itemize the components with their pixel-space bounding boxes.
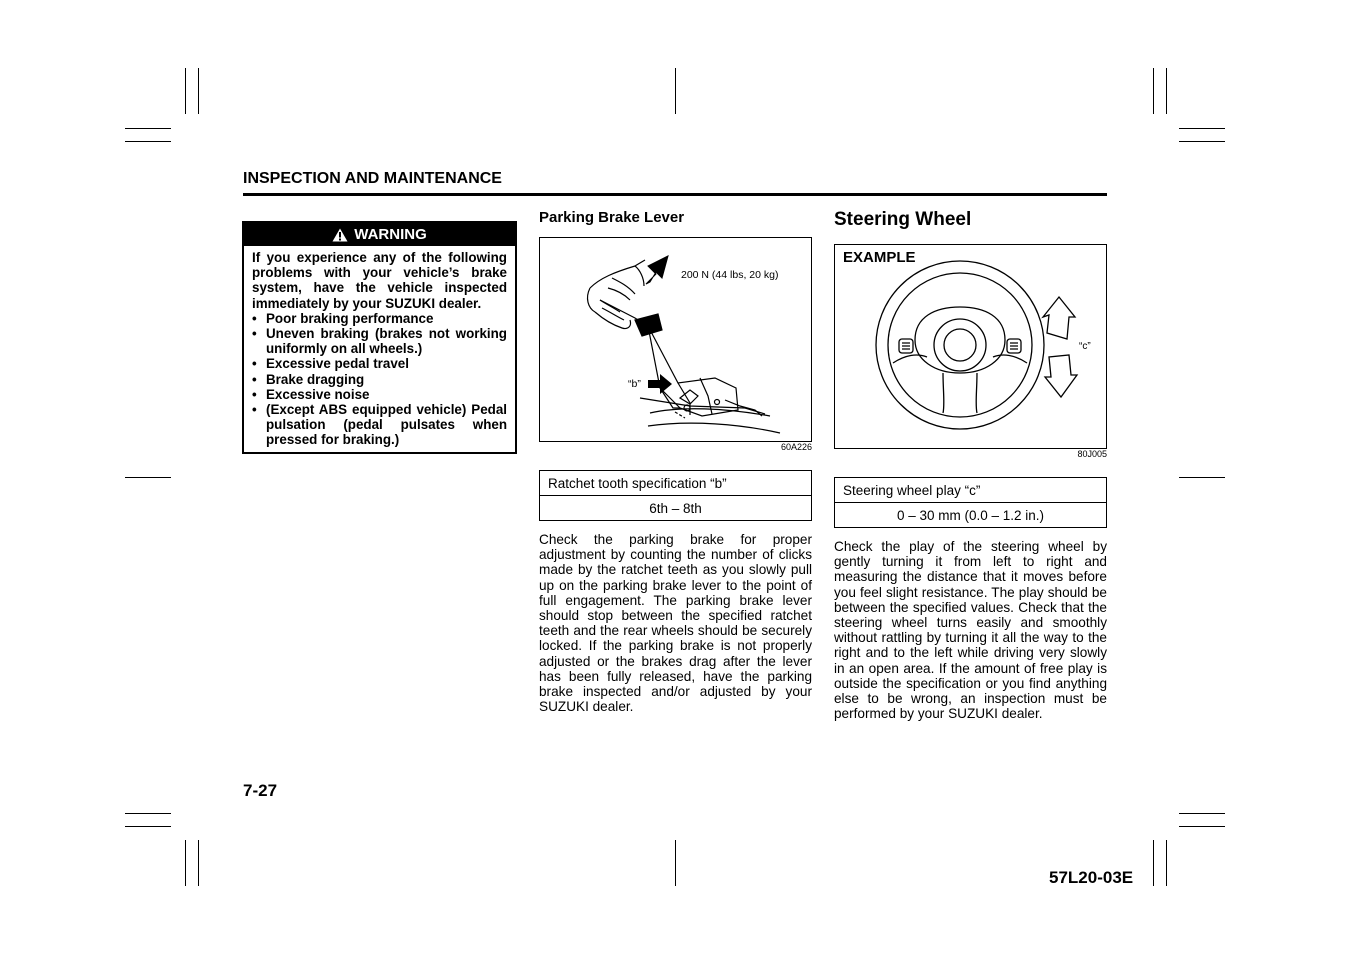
list-item: • Uneven braking (brakes not working uniformly on all wheels.): [252, 326, 507, 356]
b-arrow-icon: [648, 374, 672, 394]
parking-brake-figure: [539, 237, 812, 442]
list-item: • Poor braking performance: [252, 311, 507, 326]
steering-figure: [834, 244, 1107, 449]
header-rule: [243, 193, 1107, 196]
warning-header: [244, 223, 515, 246]
ratchet-spec-value: 6th – 8th: [649, 500, 702, 516]
steering-spec-label: Steering wheel play “c”: [835, 478, 1106, 503]
c-label: “c”: [1079, 341, 1091, 352]
list-item: • Brake dragging: [252, 372, 507, 387]
warning-triangle-icon: [332, 228, 348, 242]
rotate-up-arrow-icon: [1043, 297, 1075, 339]
steering-spec-table: [834, 477, 1107, 528]
section-title: INSPECTION AND MAINTENANCE: [243, 170, 502, 187]
warning-intro: If you experience any of the following problems with your vehicle’s brake system, have the vehicle inspected immediately by your SUZUKI dealer.: [252, 250, 507, 311]
ratchet-spec-label: Ratchet tooth specification “b”: [540, 471, 811, 496]
list-item: • (Except ABS equipped vehicle) Pedal pulsation (pedal pulsates when pressed for braking.): [252, 402, 507, 448]
list-item: • Excessive noise: [252, 387, 507, 402]
warning-box: [242, 221, 517, 454]
parking-brake-heading: Parking Brake Lever: [539, 209, 685, 226]
steering-spec-value: 0 – 30 mm (0.0 – 1.2 in.): [896, 507, 1045, 523]
warning-body: [244, 246, 515, 448]
page-number: 7-27: [243, 781, 278, 800]
steering-body: Check the play of the steering wheel by gently turning it from left to right and measuring the distance that it moves before you feel slight resistance. The play should be between the specified values. Check that the steering wheel turns easily and smoothly without rattling by turning it all the way to the right and to the left while driving very slowly in an open area. If the amount of free play is outside the specification or you find anything else to be wrong, an inspection must be performed by your SUZUKI dealer.: [834, 539, 1107, 722]
warning-label: WARNING: [354, 226, 427, 243]
parking-brake-figure-code: 60A226: [780, 442, 812, 452]
steering-heading: Steering Wheel: [834, 209, 972, 230]
document-code: 57L20-03E: [1049, 868, 1134, 887]
example-label: EXAMPLE: [843, 249, 916, 266]
list-item: • Excessive pedal travel: [252, 356, 507, 371]
b-label: “b”: [628, 378, 641, 390]
pull-arrow-icon: [646, 256, 668, 284]
steering-wheel-illustration: [835, 245, 1106, 448]
parking-brake-body: Check the parking brake for proper adjustment by counting the number of clicks made by the ratchet teeth as you slowly pull up on the parking brake lever to the point of full engagement. The parking brake lever should stop between the specified ratchet teeth and the rear wheels should be securely locked. If the parking brake is not properly adjusted or the brakes drag after the lever has been fully released, have the parking brake inspected and/or adjusted by your SUZUKI dealer.: [539, 532, 812, 715]
warning-list: [252, 311, 507, 448]
rotate-down-arrow-icon: [1045, 355, 1077, 397]
ratchet-spec-table: [539, 470, 812, 521]
force-label: 200 N (44 lbs, 20 kg): [681, 269, 779, 281]
steering-figure-code: 80J005: [1077, 449, 1107, 459]
